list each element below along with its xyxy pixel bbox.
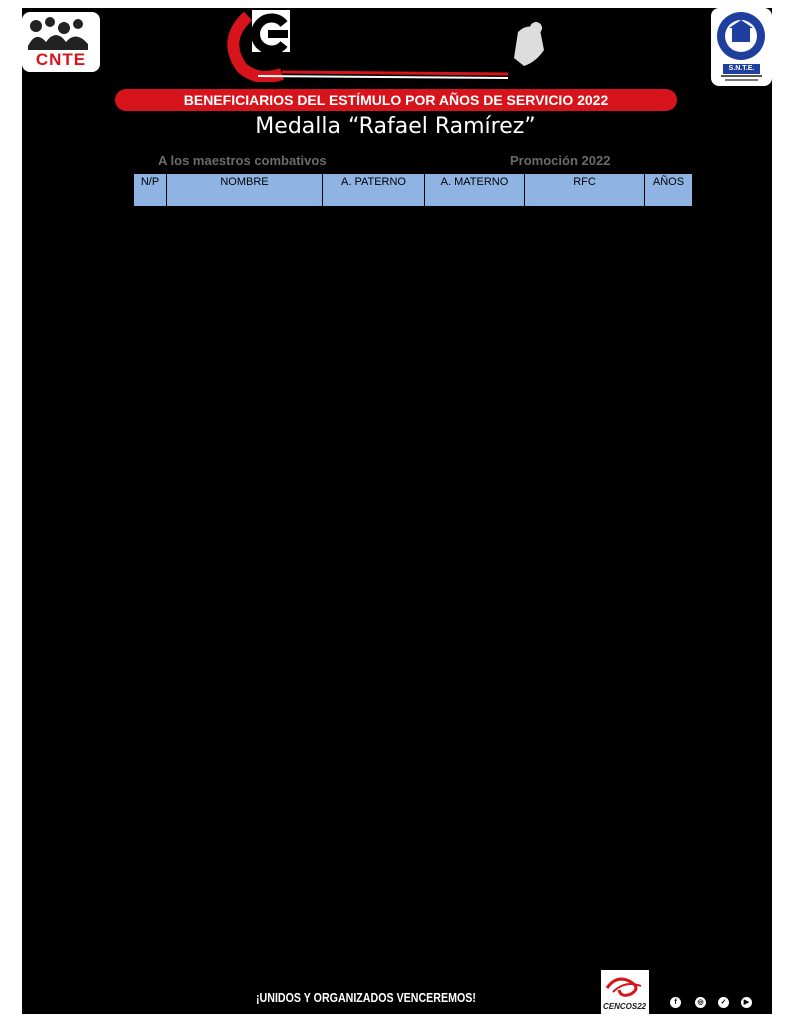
footer-motto: ¡UNIDOS Y ORGANIZADOS VENCEREMOS! [256,990,476,1005]
instagram-icon[interactable]: ◎ [695,997,706,1008]
column-header-anos: AÑOS [645,174,693,207]
youtube-icon[interactable]: ▶ [741,997,752,1008]
cencos22-logo-text: CENCOS22 [603,1002,647,1011]
column-header-nombre: NOMBRE [167,174,323,207]
banner-title: BENEFICIARIOS DEL ESTÍMULO POR AÑOS DE SERVICIO 2022 [115,89,677,111]
column-header-a-paterno: A. PATERNO [323,174,425,207]
snte-logo-text: S.N.T.E. [728,65,755,72]
column-header-rfc: RFC [525,174,645,207]
promotion-subtitle: Promoción 2022 [510,153,611,168]
facebook-icon[interactable]: f [670,997,681,1008]
twitter-icon[interactable]: ✓ [718,997,729,1008]
snte-logo [711,8,772,86]
table-header-row [134,174,693,207]
beneficiaries-table [133,173,693,207]
column-header-np: N/P [134,174,167,207]
cnte-logo-text: CNTE [35,50,87,69]
section-22-emblem [218,10,558,82]
cnte-logo [22,12,100,72]
document-sheet [22,8,772,1014]
medal-title: Medalla “Rafael Ramírez” [255,114,536,139]
column-header-a-materno: A. MATERNO [425,174,525,207]
dedication-subtitle: A los maestros combativos [158,153,327,168]
cencos22-logo [601,970,649,1014]
